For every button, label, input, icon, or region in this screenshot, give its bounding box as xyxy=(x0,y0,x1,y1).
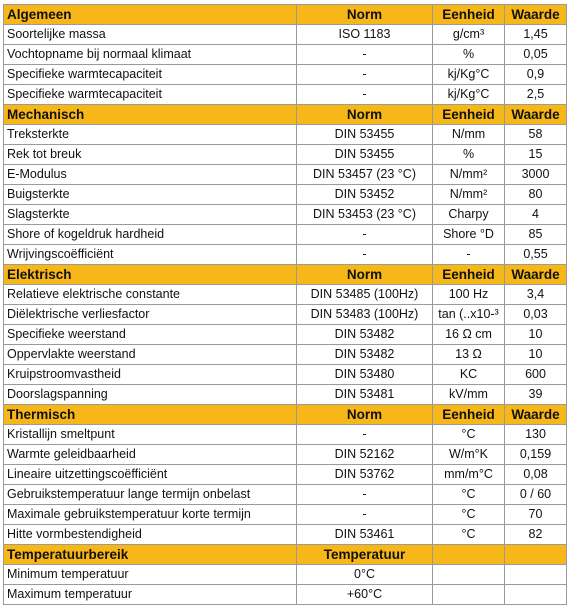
table-cell: Specifieke warmtecapaciteit xyxy=(4,65,297,85)
section-header-cell: Norm xyxy=(297,105,433,125)
section-header-row xyxy=(4,105,567,125)
table-cell: DIN 53482 xyxy=(297,325,433,345)
table-row xyxy=(4,65,567,85)
table-row xyxy=(4,25,567,45)
table-cell: Shore °D xyxy=(433,225,505,245)
section-header-row xyxy=(4,5,567,25)
table-cell: 80 xyxy=(505,185,567,205)
table-cell: 10 xyxy=(505,345,567,365)
table-row xyxy=(4,485,567,505)
table-cell: Soortelijke massa xyxy=(4,25,297,45)
section-header-cell: Mechanisch xyxy=(4,105,297,125)
table-cell: 16 Ω cm xyxy=(433,325,505,345)
table-row xyxy=(4,445,567,465)
table-cell: Minimum temperatuur xyxy=(4,565,297,585)
section-header-cell: Waarde xyxy=(505,265,567,285)
table-cell: Maximum temperatuur xyxy=(4,585,297,605)
table-cell: N/mm² xyxy=(433,165,505,185)
table-cell: E-Modulus xyxy=(4,165,297,185)
table-cell: - xyxy=(297,225,433,245)
table-cell: kj/Kg°C xyxy=(433,85,505,105)
table-cell: +60°C xyxy=(297,585,433,605)
table-cell: Relatieve elektrische constante xyxy=(4,285,297,305)
table-row xyxy=(4,225,567,245)
section-header-cell: Eenheid xyxy=(433,105,505,125)
table-cell: DIN 53482 xyxy=(297,345,433,365)
table-cell: - xyxy=(433,245,505,265)
section-header-cell xyxy=(433,545,505,565)
table-cell: DIN 53461 xyxy=(297,525,433,545)
table-row xyxy=(4,365,567,385)
table-row xyxy=(4,385,567,405)
table-cell: 13 Ω xyxy=(433,345,505,365)
table-cell: Treksterkte xyxy=(4,125,297,145)
table-cell: Warmte geleidbaarheid xyxy=(4,445,297,465)
table-row xyxy=(4,185,567,205)
table-cell xyxy=(433,585,505,605)
table-cell: ISO 1183 xyxy=(297,25,433,45)
table-row xyxy=(4,505,567,525)
section-header-cell: Waarde xyxy=(505,5,567,25)
table-cell: °C xyxy=(433,485,505,505)
table-cell: kj/Kg°C xyxy=(433,65,505,85)
section-header-cell xyxy=(505,545,567,565)
section-header-cell: Thermisch xyxy=(4,405,297,425)
table-cell: 0,05 xyxy=(505,45,567,65)
table-cell: 3000 xyxy=(505,165,567,185)
table-cell: 1,45 xyxy=(505,25,567,45)
section-header-cell: Eenheid xyxy=(433,265,505,285)
table-cell: Specifieke warmtecapaciteit xyxy=(4,85,297,105)
table-cell: DIN 53762 xyxy=(297,465,433,485)
table-cell: kV/mm xyxy=(433,385,505,405)
properties-table xyxy=(3,4,567,605)
table-cell: g/cm³ xyxy=(433,25,505,45)
table-cell: °C xyxy=(433,525,505,545)
table-cell: Kristallijn smeltpunt xyxy=(4,425,297,445)
table-cell: - xyxy=(297,45,433,65)
table-row xyxy=(4,85,567,105)
table-cell: °C xyxy=(433,425,505,445)
table-cell: 85 xyxy=(505,225,567,245)
table-cell: 0,159 xyxy=(505,445,567,465)
table-cell: 0,08 xyxy=(505,465,567,485)
table-cell: Lineaire uitzettingscoëfficiënt xyxy=(4,465,297,485)
table-cell: DIN 53483 (100Hz) xyxy=(297,305,433,325)
table-cell: DIN 53453 (23 °C) xyxy=(297,205,433,225)
table-row xyxy=(4,205,567,225)
section-header-cell: Elektrisch xyxy=(4,265,297,285)
table-cell: - xyxy=(297,245,433,265)
table-cell: 70 xyxy=(505,505,567,525)
section-header-cell: Algemeen xyxy=(4,5,297,25)
table-row xyxy=(4,525,567,545)
table-cell xyxy=(505,565,567,585)
table-row xyxy=(4,45,567,65)
table-cell: 39 xyxy=(505,385,567,405)
table-cell: 15 xyxy=(505,145,567,165)
table-cell: 4 xyxy=(505,205,567,225)
table-cell: Vochtopname bij normaal klimaat xyxy=(4,45,297,65)
table-cell: Rek tot breuk xyxy=(4,145,297,165)
table-cell: 82 xyxy=(505,525,567,545)
table-cell: 0,55 xyxy=(505,245,567,265)
section-header-row xyxy=(4,545,567,565)
table-row xyxy=(4,285,567,305)
table-cell: Slagsterkte xyxy=(4,205,297,225)
section-header-cell: Temperatuur xyxy=(297,545,433,565)
table-row xyxy=(4,145,567,165)
table-cell: % xyxy=(433,45,505,65)
section-header-cell: Eenheid xyxy=(433,5,505,25)
table-cell: Shore of kogeldruk hardheid xyxy=(4,225,297,245)
table-cell: Kruipstroomvastheid xyxy=(4,365,297,385)
table-cell: Specifieke weerstand xyxy=(4,325,297,345)
table-cell: 0,9 xyxy=(505,65,567,85)
table-cell: % xyxy=(433,145,505,165)
table-cell: DIN 53457 (23 °C) xyxy=(297,165,433,185)
table-row xyxy=(4,585,567,605)
section-header-cell: Temperatuurbereik xyxy=(4,545,297,565)
table-row xyxy=(4,465,567,485)
section-header-cell: Norm xyxy=(297,265,433,285)
section-header-cell: Norm xyxy=(297,5,433,25)
table-cell: Wrijvingscoëfficiënt xyxy=(4,245,297,265)
properties-table-body xyxy=(4,5,567,605)
table-cell: 130 xyxy=(505,425,567,445)
table-cell: Charpy xyxy=(433,205,505,225)
table-row xyxy=(4,325,567,345)
table-cell: DIN 53480 xyxy=(297,365,433,385)
table-cell xyxy=(433,565,505,585)
table-cell: DIN 53481 xyxy=(297,385,433,405)
table-cell: DIN 52162 xyxy=(297,445,433,465)
table-row xyxy=(4,125,567,145)
table-cell: 2,5 xyxy=(505,85,567,105)
table-cell: Maximale gebruikstemperatuur korte termijn xyxy=(4,505,297,525)
table-cell: tan (..x10-³ xyxy=(433,305,505,325)
table-cell: °C xyxy=(433,505,505,525)
table-cell: DIN 53485 (100Hz) xyxy=(297,285,433,305)
section-header-row xyxy=(4,405,567,425)
table-cell: 0 / 60 xyxy=(505,485,567,505)
table-cell: 0,03 xyxy=(505,305,567,325)
table-cell: - xyxy=(297,505,433,525)
table-cell: 100 Hz xyxy=(433,285,505,305)
table-cell: KC xyxy=(433,365,505,385)
table-row xyxy=(4,245,567,265)
table-cell: 0°C xyxy=(297,565,433,585)
table-cell: W/m°K xyxy=(433,445,505,465)
table-cell: N/mm xyxy=(433,125,505,145)
table-row xyxy=(4,305,567,325)
section-header-row xyxy=(4,265,567,285)
section-header-cell: Waarde xyxy=(505,405,567,425)
table-cell: - xyxy=(297,85,433,105)
table-cell: - xyxy=(297,485,433,505)
table-cell: DIN 53455 xyxy=(297,145,433,165)
table-cell: mm/m°C xyxy=(433,465,505,485)
table-cell: Buigsterkte xyxy=(4,185,297,205)
table-row xyxy=(4,165,567,185)
table-row xyxy=(4,425,567,445)
table-row xyxy=(4,345,567,365)
table-cell: Hitte vormbestendigheid xyxy=(4,525,297,545)
table-cell: DIN 53455 xyxy=(297,125,433,145)
table-row xyxy=(4,565,567,585)
table-cell: Gebruikstemperatuur lange termijn onbelast xyxy=(4,485,297,505)
table-cell: - xyxy=(297,65,433,85)
table-cell: N/mm² xyxy=(433,185,505,205)
table-cell: DIN 53452 xyxy=(297,185,433,205)
table-cell: Doorslagspanning xyxy=(4,385,297,405)
table-cell: 3,4 xyxy=(505,285,567,305)
table-cell xyxy=(505,585,567,605)
table-cell: 10 xyxy=(505,325,567,345)
table-cell: Oppervlakte weerstand xyxy=(4,345,297,365)
table-cell: 58 xyxy=(505,125,567,145)
table-cell: - xyxy=(297,425,433,445)
table-cell: Diëlektrische verliesfactor xyxy=(4,305,297,325)
section-header-cell: Eenheid xyxy=(433,405,505,425)
section-header-cell: Norm xyxy=(297,405,433,425)
section-header-cell: Waarde xyxy=(505,105,567,125)
table-cell: 600 xyxy=(505,365,567,385)
